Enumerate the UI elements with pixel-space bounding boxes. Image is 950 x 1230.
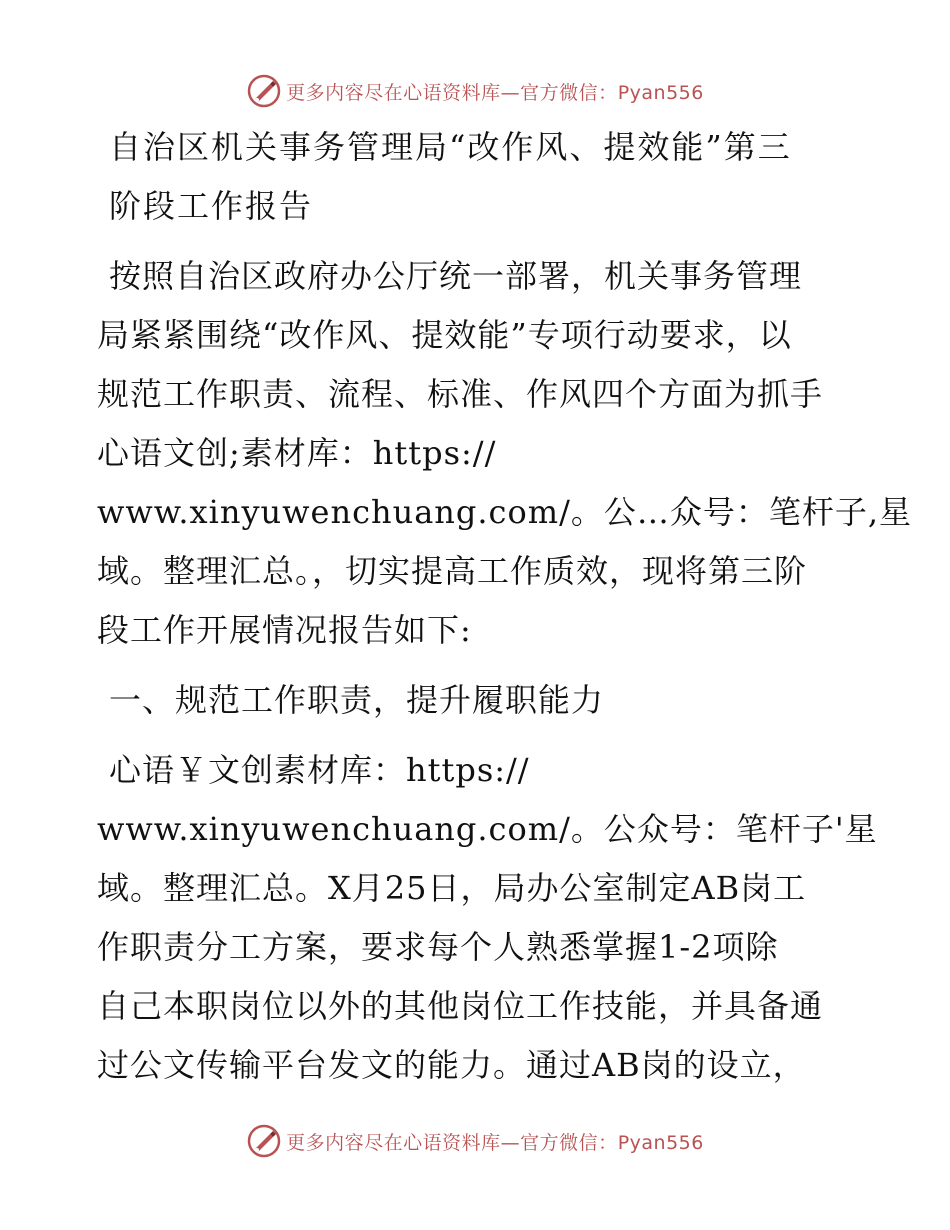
pen-logo-icon	[246, 73, 282, 109]
header-banner	[0, 71, 950, 111]
paragraph-intro: 按照自治区政府办公厅统一部署，机关事务管理 局紧紧围绕“改作风、提效能”专项行动要求，以 规范工作职责、流程、标准、作风四个方面为抓手 心语文创;素材库：https:// www.xinyuwenchuang.com/。公…众号：笔杆子,星 域。整理汇总。，切实提高工作质效，现将第三阶 段工作开展情况报告如下:	[97, 257, 913, 649]
banner-caption: 更多内容尽在心语资料库—官方微信：Pyan556	[286, 81, 704, 104]
footer-banner	[0, 1121, 950, 1161]
banner-caption: 更多内容尽在心语资料库—官方微信：Pyan556	[286, 1131, 704, 1154]
document-body	[97, 118, 913, 1095]
section-heading-1: 一、规范工作职责，提升履职能力	[109, 681, 605, 719]
paragraph-section-1: 心语￥文创素材库：https:// www.xinyuwenchuang.com/。公众号：笔杆子'星 域。整理汇总。X月25日，局办公室制定AB岗工 作职责分工方案，要求每个人熟悉掌握1-2项除 自己本职岗位以外的其他岗位工作技能，并具备通 过公文传输平台发文的能力。通过AB岗的设立，	[97, 751, 878, 1084]
document-title: 自治区机关事务管理局“改作风、提效能”第三 阶段工作报告	[109, 128, 792, 225]
pen-logo-icon	[246, 1123, 282, 1159]
